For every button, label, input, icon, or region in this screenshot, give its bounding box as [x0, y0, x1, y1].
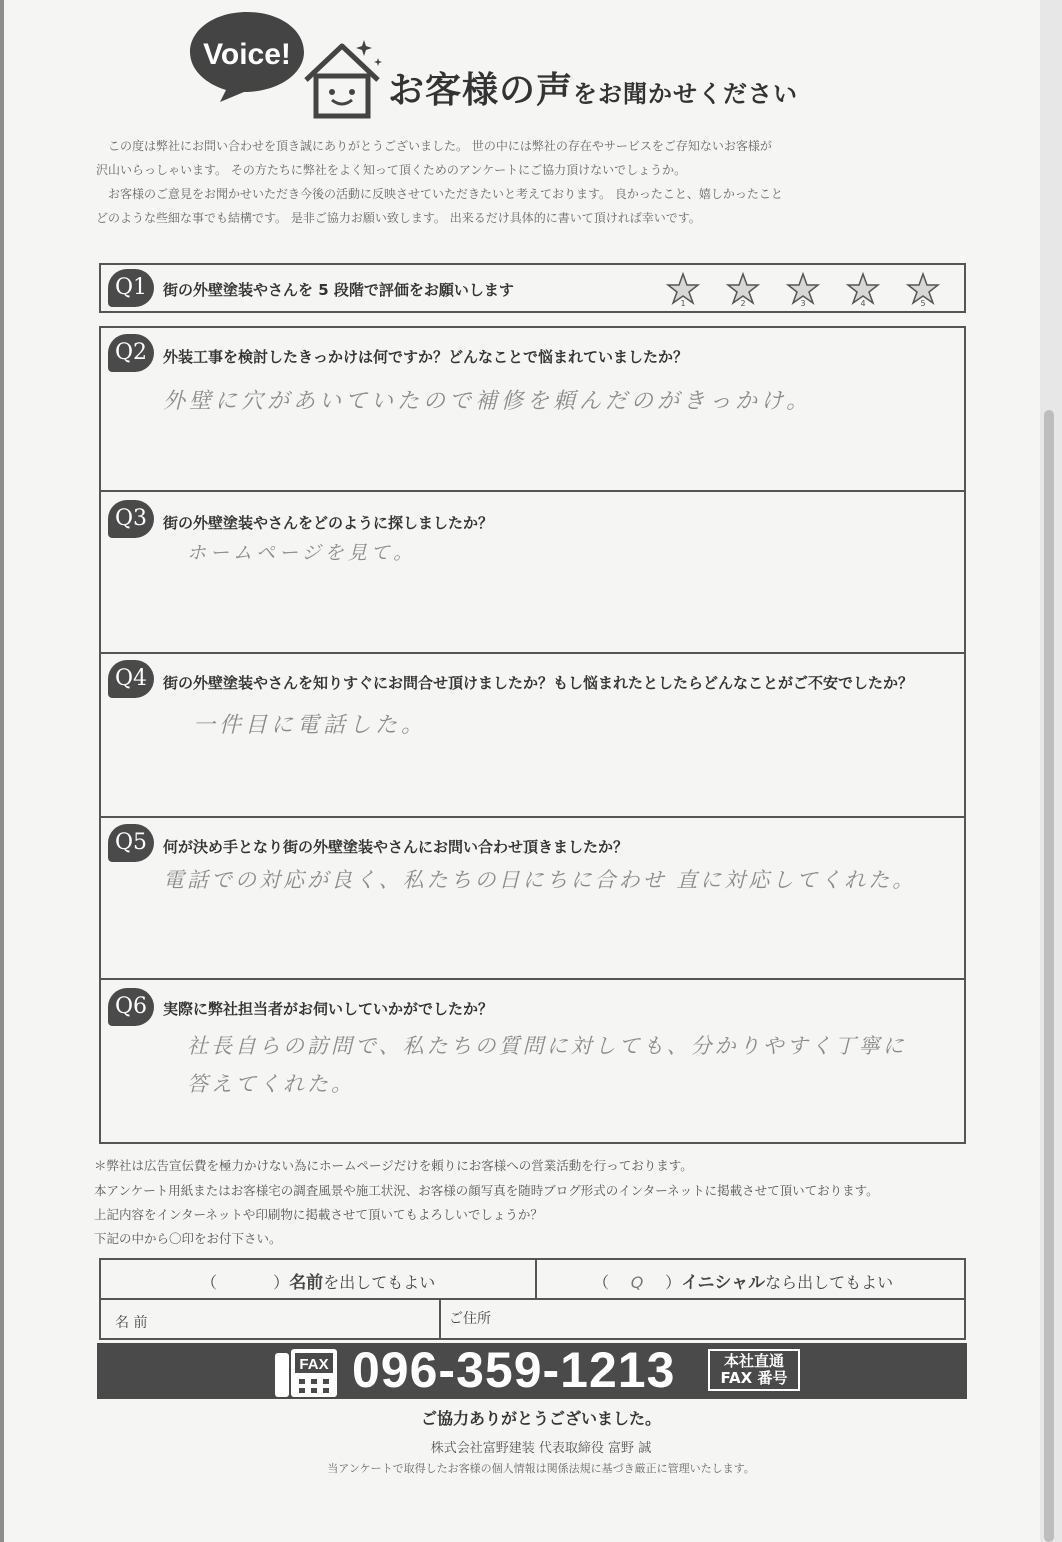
handwritten-answer: 外壁に穴があいていたので補修を頼んだのがきっかけ。 — [163, 389, 813, 414]
disclosure-note: 本アンケート用紙またはお客様宅の調査風景や施工状況、お客様の顔写真を随時ブログ形式のインターネットに掲載させて頂いております。 — [94, 1183, 879, 1198]
disclosure-note: ＊弊社は広告宣伝費を極力かけない為にホームページだけを頼りにお客様への営業活動を行っております。 — [94, 1158, 693, 1173]
question-text: 何が決め手となり街の外壁塗装やさんにお問い合わせ頂きましたか？ — [163, 838, 629, 856]
option-mark-circled: Q — [630, 1273, 644, 1292]
question-text: 実際に弊社担当者がお伺いしていかがでしたか？ — [163, 1000, 494, 1018]
svg-text:2: 2 — [740, 299, 746, 306]
fax-icon-label: FAX — [299, 1356, 329, 1373]
handwritten-answer: 電話での対応が良く、私たちの日にちに合わせ 直に対応してくれた。 — [163, 868, 917, 892]
disclosure-note: 上記内容をインターネットや印刷物に掲載させて頂いてもよろしいでしょうか？ — [94, 1207, 543, 1222]
disclosure-note: 下記の中から〇印をお付下さい。 — [94, 1231, 282, 1246]
star-icon[interactable] — [846, 272, 880, 306]
svg-text:3: 3 — [800, 299, 806, 306]
question-text: 街の外壁塗装やさんを知りすぐにお問合せ頂けましたか？もし悩まれたとしたらどんなことがご不安でしたか？ — [163, 674, 914, 692]
page-title: お客様の声をお聞かせください — [388, 70, 799, 111]
question-text: 街の外壁塗装やさんをどのように探しましたか？ — [163, 514, 494, 532]
svg-text:1: 1 — [680, 299, 686, 306]
fax-machine-icon — [275, 1347, 337, 1397]
rating-stars[interactable] — [666, 272, 940, 306]
question-2 — [99, 326, 966, 492]
handwritten-answer: ホームページを見て。 — [187, 542, 417, 564]
question-number-badge: Q3 — [108, 500, 154, 538]
question-1 — [99, 263, 966, 313]
question-6 — [99, 978, 966, 1144]
question-text: 外装工事を検討したきっかけは何ですか？どんなことで悩まれていましたか？ — [163, 348, 689, 366]
star-icon[interactable] — [726, 272, 760, 306]
consent-table — [99, 1258, 966, 1340]
question-3 — [99, 490, 966, 654]
question-4 — [99, 652, 966, 818]
question-text: 街の外壁塗装やさんを 5 段階で評価をお願いします — [163, 281, 514, 299]
question-number-badge: Q2 — [108, 334, 154, 372]
question-number-badge: Q4 — [108, 660, 154, 698]
option-name-ok[interactable]: （ ）名前を出してもよい — [201, 1273, 436, 1293]
question-number-badge: Q1 — [108, 269, 154, 307]
company-signature: 株式会社富野建装 代表取締役 富野 誠 — [430, 1441, 652, 1456]
star-icon[interactable] — [906, 272, 940, 306]
option-initials-ok[interactable]: （ Q ）イニシャルなら出してもよい — [593, 1273, 894, 1293]
question-number-badge: Q6 — [108, 988, 154, 1026]
fax-number: 096-359-1213 — [352, 1342, 676, 1398]
smiling-house-icon — [298, 36, 386, 122]
question-number-badge: Q5 — [108, 824, 154, 862]
question-5 — [99, 816, 966, 980]
address-field-label: ご住所 — [449, 1311, 491, 1327]
handwritten-answer: 社長自らの訪問で、私たちの質問に対しても、分かりやすく丁寧に — [187, 1034, 907, 1058]
intro-text: この度は弊社にお問い合わせを頂き誠にありがとうございました。 世の中には弊社の存在やサービスをご存知ないお客様が 沢山いらっしゃいます。 その方たちに弊社をよく知って頂くためのアンケートにご協力頂けないでしょうか。 お客様のご意見をお聞かせいただき今後の活動に反映させていただきたいと考えております。 良かったこと、嬉しかったこと どのような些細な事でも結構です。 是非ご協力お願い致します。 出来るだけ具体的に書いて頂ければ幸いです。 — [96, 139, 783, 225]
voice-label: Voice! — [203, 38, 291, 71]
voice-speech-bubble-icon — [186, 8, 308, 104]
fax-direct-badge: 本社直通 FAX 番号 — [708, 1349, 800, 1391]
svg-text:4: 4 — [860, 299, 866, 306]
handwritten-answer: 答えてくれた。 — [187, 1072, 355, 1096]
privacy-note: 当アンケートで取得したお客様の個人情報は関係法規に基づき厳正に管理いたします。 — [327, 1462, 755, 1475]
star-icon[interactable] — [786, 272, 820, 306]
name-field-label: 名 前 — [115, 1315, 148, 1331]
thank-you-text: ご協力ありがとうございました。 — [420, 1409, 661, 1428]
handwritten-answer: 一件目に電話した。 — [193, 713, 428, 738]
scrollbar-thumb[interactable] — [1044, 410, 1054, 1542]
svg-text:5: 5 — [920, 299, 926, 306]
star-icon[interactable] — [666, 272, 700, 306]
fax-bar — [97, 1343, 967, 1399]
